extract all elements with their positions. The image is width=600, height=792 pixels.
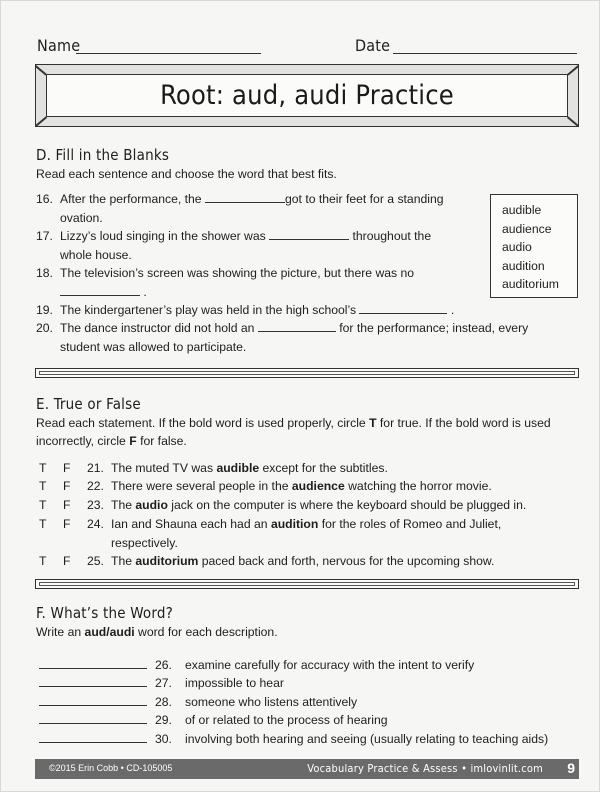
answer-line[interactable] bbox=[39, 711, 147, 724]
section-divider bbox=[35, 368, 579, 378]
answer-blank[interactable] bbox=[359, 302, 447, 314]
item-text: Lizzy’s loud singing in the shower was throughout the whole house. bbox=[60, 229, 432, 262]
tf-item-25 bbox=[39, 552, 561, 571]
word-item-29 bbox=[39, 711, 388, 729]
page-title: Root: aud, audi Practice bbox=[160, 80, 454, 111]
word-bank-item: audio bbox=[502, 240, 532, 255]
word-bank-item: auditorium bbox=[502, 277, 559, 292]
answer-line[interactable] bbox=[39, 656, 147, 669]
item-number: 25. bbox=[87, 554, 104, 568]
fill-item-16 bbox=[36, 190, 480, 227]
tf-item-22 bbox=[39, 477, 561, 496]
date-field-line[interactable] bbox=[393, 53, 577, 54]
answer-blank[interactable] bbox=[258, 320, 336, 332]
answer-blank[interactable] bbox=[60, 284, 140, 296]
description-text: involving both hearing and seeing (usually relating to teaching aids) bbox=[185, 732, 549, 746]
tf-item-21 bbox=[39, 459, 561, 478]
frame-corner bbox=[35, 65, 47, 75]
false-option[interactable]: F bbox=[63, 498, 71, 512]
word-item-27 bbox=[39, 674, 284, 692]
description-text: of or related to the process of hearing bbox=[185, 713, 388, 727]
word-bank bbox=[490, 194, 578, 298]
item-number: 18. bbox=[36, 266, 53, 280]
item-number: 19. bbox=[36, 303, 53, 317]
word-item-28 bbox=[39, 693, 357, 711]
fill-item-20 bbox=[36, 319, 570, 356]
false-option[interactable]: F bbox=[63, 554, 71, 568]
item-number: 22. bbox=[87, 479, 104, 493]
statement-text: The audio jack on the computer is where the keyboard should be plugged in. bbox=[111, 498, 527, 512]
true-option[interactable]: T bbox=[39, 479, 47, 493]
name-label: Name bbox=[37, 36, 81, 55]
section-divider bbox=[35, 579, 579, 589]
page-footer bbox=[35, 759, 579, 779]
copyright-text: ©2015 Erin Cobb • CD-105005 bbox=[49, 763, 173, 773]
false-option[interactable]: F bbox=[63, 517, 71, 531]
section-e-instructions: Read each statement. If the bold word is used properly, circle T for true. If the bold word is used incorrectly, circle F for false. bbox=[36, 416, 551, 448]
item-number: 21. bbox=[87, 461, 104, 475]
frame-corner bbox=[567, 116, 579, 126]
section-f-heading: F. What’s the Word? bbox=[36, 604, 173, 622]
true-option[interactable]: T bbox=[39, 498, 47, 512]
answer-blank[interactable] bbox=[269, 228, 349, 240]
description-text: impossible to hear bbox=[185, 676, 284, 690]
statement-text: The muted TV was audible except for the subtitles. bbox=[111, 461, 388, 475]
title-frame bbox=[35, 64, 579, 127]
item-number: 27. bbox=[155, 676, 172, 690]
item-number: 16. bbox=[36, 192, 53, 206]
statement-text: The auditorium paced back and forth, nervous for the upcoming show. bbox=[111, 554, 495, 568]
answer-blank[interactable] bbox=[205, 191, 285, 203]
fill-item-17 bbox=[36, 227, 460, 264]
false-option[interactable]: F bbox=[63, 479, 71, 493]
answer-line[interactable] bbox=[39, 674, 147, 687]
item-number: 17. bbox=[36, 229, 53, 243]
section-d-instructions: Read each sentence and choose the word that best fits. bbox=[36, 167, 337, 181]
description-text: someone who listens attentively bbox=[185, 695, 358, 709]
item-text: The kindergartener’s play was held in the high school’s . bbox=[60, 303, 455, 317]
item-number: 30. bbox=[155, 732, 172, 746]
true-option[interactable]: T bbox=[39, 517, 47, 531]
word-bank-item: audition bbox=[502, 258, 545, 273]
footer-brand: Vocabulary Practice & Assess • imlovinlit.com bbox=[307, 762, 543, 775]
true-option[interactable]: T bbox=[39, 461, 47, 475]
statement-text: There were several people in the audience watching the horror movie. bbox=[111, 479, 492, 493]
frame-corner bbox=[35, 116, 47, 126]
word-bank-item: audience bbox=[502, 221, 552, 236]
item-number: 24. bbox=[87, 517, 104, 531]
item-number: 28. bbox=[155, 695, 172, 709]
fill-item-18 bbox=[36, 264, 480, 301]
page-number: 9 bbox=[567, 760, 575, 776]
section-f-instructions: Write an aud/audi word for each description. bbox=[36, 625, 278, 639]
description-text: examine carefully for accuracy with the intent to verify bbox=[185, 658, 475, 672]
tf-item-23 bbox=[39, 496, 561, 515]
item-number: 26. bbox=[155, 658, 172, 672]
fill-item-19 bbox=[36, 301, 560, 320]
item-text: The television’s screen was showing the picture, but there was no . bbox=[60, 266, 415, 299]
answer-line[interactable] bbox=[39, 730, 147, 743]
statement-text: Ian and Shauna each had an audition for the roles of Romeo and Juliet, respectively. bbox=[111, 517, 502, 550]
section-e-heading: E. True or False bbox=[36, 395, 141, 413]
item-text: The dance instructor did not hold an for the performance; instead, every student was allowed to participate. bbox=[60, 321, 529, 354]
date-label: Date bbox=[355, 36, 391, 55]
item-number: 23. bbox=[87, 498, 104, 512]
word-item-30 bbox=[39, 730, 548, 748]
item-number: 29. bbox=[155, 713, 172, 727]
frame-corner bbox=[567, 65, 579, 75]
name-field-line[interactable] bbox=[76, 53, 261, 54]
section-d-heading: D. Fill in the Blanks bbox=[36, 146, 170, 164]
true-option[interactable]: T bbox=[39, 554, 47, 568]
word-bank-item: audible bbox=[502, 203, 542, 217]
false-option[interactable]: F bbox=[63, 461, 71, 475]
title-panel bbox=[46, 74, 568, 117]
word-item-26 bbox=[39, 656, 474, 674]
tf-item-24 bbox=[39, 515, 541, 552]
item-text: After the performance, the got to their feet for a standing ovation. bbox=[60, 192, 444, 225]
answer-line[interactable] bbox=[39, 693, 147, 706]
item-number: 20. bbox=[36, 321, 53, 335]
